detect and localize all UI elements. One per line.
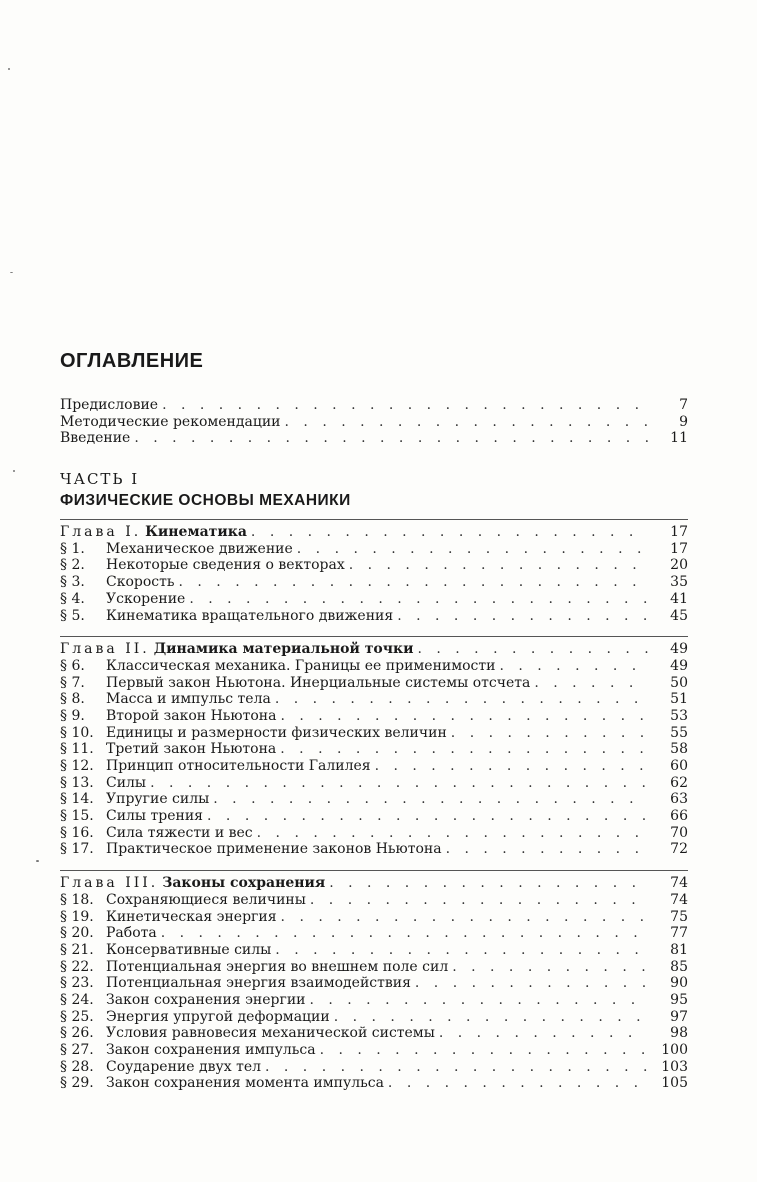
section-number: § 2. (60, 557, 85, 574)
dot-leader (275, 691, 648, 708)
section-entry[interactable] (60, 909, 688, 926)
dot-leader (349, 557, 648, 574)
dot-leader (375, 758, 648, 775)
section-entry[interactable] (60, 1042, 688, 1059)
section-number: § 27. (60, 1042, 94, 1058)
dot-leader (265, 1059, 648, 1076)
section-label: Сохраняющиеся величины (106, 891, 306, 908)
section-number: § 19. (60, 908, 94, 925)
dot-leader (280, 741, 648, 758)
page-number: 105 (661, 1075, 688, 1092)
chapter-heading[interactable] (60, 870, 688, 892)
dot-leader (134, 430, 648, 447)
page-number: 90 (670, 975, 688, 992)
toc-entry[interactable] (60, 430, 688, 447)
section-label: Консервативные силы (106, 941, 272, 958)
chapter-list (60, 519, 688, 1092)
section-label: Второй закон Ньютона (106, 707, 277, 724)
page-number: 81 (670, 941, 688, 958)
page-number: 9 (679, 413, 688, 430)
page-number: 62 (670, 774, 688, 791)
section-number: § 21. (60, 941, 94, 958)
chapter-name: Кинематика (145, 524, 247, 541)
scan-speck (36, 860, 39, 862)
page-number: 49 (670, 657, 688, 674)
page-number: 74 (670, 875, 688, 892)
section-number: § 25. (60, 1008, 94, 1025)
page-number: 17 (670, 540, 688, 557)
section-number: § 11. (60, 741, 94, 758)
section-label: Масса и импульс тела (106, 691, 271, 708)
page-number: 97 (670, 1008, 688, 1025)
section-label: Силы (106, 774, 147, 791)
section-number: § 13. (60, 774, 94, 791)
section-number: § 6. (60, 657, 85, 674)
section-entry[interactable] (60, 541, 688, 558)
section-number: § 22. (60, 958, 94, 975)
section-entry[interactable] (60, 741, 688, 758)
page-number: 58 (670, 741, 688, 758)
section-number: § 3. (60, 574, 85, 591)
section-label: Кинематика вращательного движения (106, 607, 394, 624)
page-number: 70 (670, 824, 688, 841)
toc-entry[interactable] (60, 414, 688, 431)
toc-entry[interactable] (60, 397, 688, 414)
section-label: Третий закон Ньютона (106, 741, 277, 758)
dot-leader (320, 1042, 648, 1059)
section-number: § 18. (60, 891, 94, 908)
section-label: Закон сохранения момента импульса (106, 1075, 384, 1092)
section-label: Первый закон Ньютона. Инерциальные системы отсчета (106, 674, 531, 691)
section-entry[interactable] (60, 658, 688, 675)
section-label: Силы трения (106, 808, 204, 825)
dot-leader (275, 942, 648, 959)
dot-leader (280, 708, 648, 725)
page-number: 63 (670, 791, 688, 808)
page-number: 55 (670, 724, 688, 741)
section-entry[interactable] (60, 975, 688, 992)
page-number: 66 (670, 808, 688, 825)
dot-leader (285, 414, 648, 431)
dot-leader (162, 397, 648, 414)
dot-leader (207, 808, 648, 825)
section-number: § 9. (60, 707, 85, 724)
dot-leader (334, 1009, 648, 1026)
section-label: Закон сохранения энергии (106, 991, 306, 1008)
section-number: § 20. (60, 925, 94, 942)
page-number: 35 (670, 574, 688, 591)
section-label: Работа (106, 925, 157, 942)
section-label: Сила тяжести и вес (106, 824, 253, 841)
chapter-prefix: Глава II. (60, 641, 150, 658)
page-number: 7 (679, 397, 688, 413)
section-entry[interactable] (60, 591, 688, 608)
dot-leader (310, 892, 648, 909)
dot-leader (451, 725, 648, 742)
section-label: Некоторые сведения о векторах (106, 557, 345, 574)
section-entry[interactable] (60, 775, 688, 792)
section-number: § 29. (60, 1075, 94, 1092)
section-label: Энергия упругой деформации (106, 1008, 330, 1025)
section-entry[interactable] (60, 959, 688, 976)
chapter-heading[interactable] (60, 636, 688, 658)
section-entry[interactable] (60, 892, 688, 909)
section-entry[interactable] (60, 691, 688, 708)
dot-leader (499, 658, 648, 675)
section-entry[interactable] (60, 791, 688, 808)
section-number: § 26. (60, 1025, 94, 1042)
page-number: 11 (670, 430, 688, 447)
page-number: 60 (670, 758, 688, 774)
page-number: 41 (670, 590, 688, 607)
section-entry[interactable] (60, 1075, 688, 1092)
dot-leader (452, 959, 648, 976)
dot-leader (297, 541, 648, 558)
section-label: Скорость (106, 574, 175, 591)
section-label: Потенциальная энергия взаимодействия (106, 975, 411, 992)
page-number: 103 (661, 1058, 688, 1075)
section-label: Кинетическая энергия (106, 908, 277, 925)
page-number: 17 (670, 524, 688, 541)
section-number: § 28. (60, 1058, 94, 1075)
page-number: 20 (670, 557, 688, 574)
section-number: § 12. (60, 758, 94, 774)
section-entry[interactable] (60, 925, 688, 942)
page-number: 45 (670, 607, 688, 624)
section-entry[interactable] (60, 557, 688, 574)
section-label: Условия равновесия механической системы (106, 1025, 435, 1042)
dot-leader (446, 841, 648, 858)
section-entry[interactable] (60, 942, 688, 959)
section-entry[interactable] (60, 574, 688, 591)
section-entry[interactable] (60, 841, 688, 858)
dot-leader (251, 524, 648, 541)
section-label: Закон сохранения импульса (106, 1042, 316, 1058)
page-number: 72 (670, 841, 688, 858)
dot-leader (281, 909, 648, 926)
part-label: ЧАСТЬ I (60, 470, 140, 489)
entry-label: Введение (60, 430, 131, 447)
dot-leader (150, 775, 648, 792)
section-number: § 23. (60, 975, 94, 992)
page-number: 74 (670, 891, 688, 908)
section-number: § 1. (60, 540, 85, 557)
section-label: Практическое применение законов Ньютона (106, 841, 442, 858)
page-number: 51 (670, 691, 688, 708)
section-number: § 7. (60, 674, 85, 691)
chapter-prefix: Глава III. (60, 875, 159, 892)
page-number: 49 (670, 641, 688, 658)
section-entry[interactable] (60, 992, 688, 1009)
section-number: § 8. (60, 691, 85, 708)
dot-leader (415, 975, 648, 992)
scan-speck (8, 68, 10, 70)
chapter-prefix: Глава I. (60, 524, 142, 541)
dot-leader (257, 825, 648, 842)
dot-leader (189, 591, 648, 608)
section-entry[interactable] (60, 825, 688, 842)
section-entry[interactable] (60, 1059, 688, 1076)
section-number: § 5. (60, 607, 85, 624)
section-label: Принцип относительности Галилея (106, 758, 371, 774)
page-number: 100 (661, 1042, 688, 1058)
section-label: Механическое движение (106, 540, 293, 557)
section-entry[interactable] (60, 1025, 688, 1042)
chapter-name: Законы сохранения (162, 875, 326, 892)
page-number: 75 (670, 908, 688, 925)
table-of-contents (60, 397, 688, 1092)
entry-label: Предисловие (60, 397, 159, 413)
dot-leader (309, 992, 648, 1009)
section-number: § 4. (60, 590, 85, 607)
part-title: ФИЗИЧЕСКИЕ ОСНОВЫ МЕХАНИКИ (60, 492, 351, 510)
section-entry[interactable] (60, 675, 688, 692)
dot-leader (161, 925, 648, 942)
section-label: Единицы и размерности физических величин (106, 724, 447, 741)
dot-leader (439, 1025, 648, 1042)
entry-label: Методические рекомендации (60, 413, 281, 430)
chapter-name: Динамика материальной точки (153, 641, 414, 658)
section-entry[interactable] (60, 758, 688, 775)
dot-leader (388, 1075, 648, 1092)
front-matter-list (60, 397, 688, 447)
dot-leader (179, 574, 649, 591)
section-entry[interactable] (60, 708, 688, 725)
section-entry[interactable] (60, 608, 688, 625)
section-number: § 10. (60, 724, 94, 741)
section-number: § 14. (60, 791, 94, 808)
section-label: Классическая механика. Границы ее применимости (106, 657, 496, 674)
section-label: Соударение двух тел (106, 1058, 261, 1075)
dot-leader (213, 791, 648, 808)
page-number: 53 (670, 707, 688, 724)
scan-speck (13, 470, 15, 472)
page-number: 98 (670, 1025, 688, 1042)
section-number: § 16. (60, 824, 94, 841)
page-number: 95 (670, 991, 688, 1008)
dot-leader (397, 608, 648, 625)
section-number: § 24. (60, 991, 94, 1008)
toc-title: ОГЛАВЛЕНИЕ (60, 350, 204, 372)
chapter-heading[interactable] (60, 519, 688, 541)
page-number: 85 (670, 958, 688, 975)
section-number: § 15. (60, 808, 94, 825)
dot-leader (329, 875, 648, 892)
section-entry[interactable] (60, 1009, 688, 1026)
section-label: Упругие силы (106, 791, 210, 808)
dot-leader (417, 641, 648, 658)
section-number: § 17. (60, 841, 94, 858)
section-entry[interactable] (60, 808, 688, 825)
section-label: Потенциальная энергия во внешнем поле сил (106, 958, 449, 975)
page-number: 77 (670, 925, 688, 942)
scan-speck (10, 272, 13, 273)
page-number: 50 (670, 674, 688, 691)
section-entry[interactable] (60, 725, 688, 742)
section-label: Ускорение (106, 590, 186, 607)
dot-leader (534, 675, 648, 692)
